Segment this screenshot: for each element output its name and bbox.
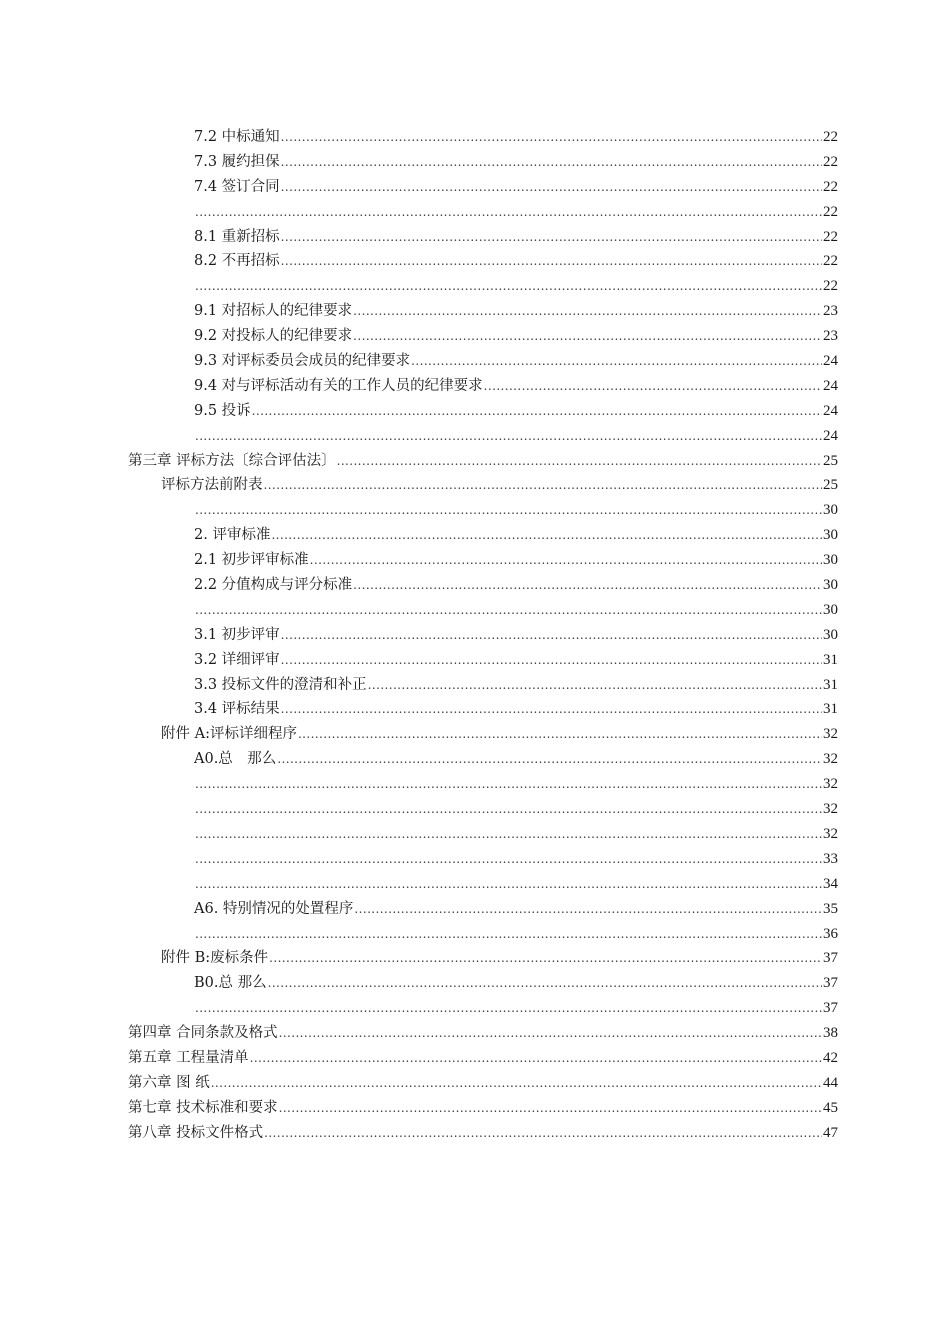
toc-dot-leader xyxy=(411,349,822,374)
toc-page-number: 34 xyxy=(823,875,838,892)
toc-dot-leader xyxy=(195,200,822,225)
toc-entry-line xyxy=(161,473,838,498)
toc-dot-leader xyxy=(252,399,822,424)
toc-entry[interactable] xyxy=(0,523,950,548)
toc-dot-leader xyxy=(250,1046,822,1071)
toc-entry-line xyxy=(194,573,838,598)
toc-entry-line xyxy=(194,772,838,797)
toc-page-number: 36 xyxy=(823,925,838,942)
toc-entry-line xyxy=(128,1071,838,1096)
toc-entry-line xyxy=(194,922,838,947)
toc-entry[interactable] xyxy=(0,872,950,897)
toc-entry-title: 3.1 初步评审 xyxy=(194,626,280,643)
toc-entry-title: 2.2 分值构成与评分标准 xyxy=(194,577,353,594)
toc-entry[interactable] xyxy=(0,1071,950,1096)
toc-entry-line xyxy=(194,349,838,374)
toc-dot-leader xyxy=(195,822,822,847)
toc-entry-title: 3.2 详细评审 xyxy=(194,651,280,668)
toc-dot-leader xyxy=(195,797,822,822)
toc-entry-line xyxy=(194,249,838,274)
toc-entry-title: 第三章 评标方法〔综合评估法〕 xyxy=(128,452,336,469)
toc-dot-leader xyxy=(195,872,822,897)
toc-dot-leader xyxy=(354,897,822,922)
toc-entry[interactable] xyxy=(0,399,950,424)
toc-page-number: 31 xyxy=(823,676,838,693)
toc-dot-leader xyxy=(281,623,822,648)
toc-entry-title: 第五章 工程量清单 xyxy=(128,1049,249,1066)
toc-dot-leader xyxy=(353,299,822,324)
toc-dot-leader xyxy=(279,1021,822,1046)
toc-dot-leader xyxy=(484,374,822,399)
toc-page-number: 22 xyxy=(823,153,838,170)
toc-entry-line xyxy=(194,598,838,623)
toc-entry[interactable] xyxy=(0,598,950,623)
toc-page-number: 31 xyxy=(823,651,838,668)
toc-entry[interactable] xyxy=(0,200,950,225)
toc-entry-line xyxy=(128,1021,838,1046)
toc-entry-line xyxy=(128,449,838,474)
toc-page-number: 31 xyxy=(823,701,838,718)
toc-entry-line xyxy=(194,847,838,872)
toc-page-number: 30 xyxy=(823,601,838,618)
toc-entry[interactable] xyxy=(0,125,950,150)
toc-entry-line xyxy=(194,175,838,200)
toc-dot-leader xyxy=(195,922,822,947)
toc-page-number: 35 xyxy=(823,900,838,917)
toc-dot-leader xyxy=(195,847,822,872)
toc-page-number: 30 xyxy=(823,577,838,594)
toc-dot-leader xyxy=(281,225,822,250)
toc-dot-leader xyxy=(281,125,822,150)
toc-entry-line xyxy=(194,897,838,922)
toc-dot-leader xyxy=(368,673,822,698)
toc-entry-title: 评标方法前附表 xyxy=(161,477,263,494)
toc-dot-leader xyxy=(279,1096,822,1121)
toc-entry-line xyxy=(194,797,838,822)
toc-dot-leader xyxy=(281,175,822,200)
toc-entry[interactable] xyxy=(0,324,950,349)
toc-entry-line xyxy=(194,648,838,673)
toc-entry[interactable] xyxy=(0,772,950,797)
toc-entry-title: 3.4 评标结果 xyxy=(194,701,280,718)
toc-page-number: 32 xyxy=(823,801,838,818)
toc-entry-line xyxy=(128,1096,838,1121)
toc-page-number: 37 xyxy=(823,950,838,967)
toc-page-number: 37 xyxy=(823,975,838,992)
toc-dot-leader xyxy=(211,1071,822,1096)
toc-page-number: 24 xyxy=(823,427,838,444)
toc-page-number: 22 xyxy=(823,228,838,245)
toc-page-number: 42 xyxy=(823,1049,838,1066)
toc-entry[interactable] xyxy=(0,374,950,399)
toc-entry[interactable] xyxy=(0,1046,950,1071)
toc-entry[interactable] xyxy=(0,175,950,200)
toc-entry-line xyxy=(194,274,838,299)
toc-page-number: 22 xyxy=(823,278,838,295)
toc-entry-title: B0.总 那么 xyxy=(194,975,267,992)
toc-entry[interactable] xyxy=(0,996,950,1021)
toc-page-number: 30 xyxy=(823,626,838,643)
toc-entry[interactable] xyxy=(0,548,950,573)
toc-page-number: 24 xyxy=(823,377,838,394)
toc-entry[interactable] xyxy=(0,623,950,648)
toc-entry-line xyxy=(194,424,838,449)
toc-entry[interactable] xyxy=(0,150,950,175)
toc-page-number: 37 xyxy=(823,1000,838,1017)
toc-entry[interactable] xyxy=(0,1096,950,1121)
toc-dot-leader xyxy=(281,697,822,722)
toc-entry[interactable] xyxy=(0,573,950,598)
toc-page-number: 22 xyxy=(823,253,838,270)
toc-page-number: 32 xyxy=(823,726,838,743)
toc-entry-line xyxy=(194,200,838,225)
toc-entry-title: 第七章 技术标准和要求 xyxy=(128,1099,278,1116)
toc-entry-title: 9.5 投诉 xyxy=(194,402,251,419)
toc-entry-line xyxy=(194,374,838,399)
toc-entry-title: 2.1 初步评审标准 xyxy=(194,552,309,569)
toc-dot-leader xyxy=(264,473,823,498)
toc-entry[interactable] xyxy=(0,673,950,698)
toc-page-number: 33 xyxy=(823,850,838,867)
toc-entry-title: 2. 评审标准 xyxy=(194,527,271,544)
toc-page-number: 24 xyxy=(823,402,838,419)
toc-entry[interactable] xyxy=(0,449,950,474)
toc-entry[interactable] xyxy=(0,225,950,250)
toc-entry[interactable] xyxy=(0,1021,950,1046)
toc-page-number: 45 xyxy=(823,1099,838,1116)
toc-dot-leader xyxy=(353,324,822,349)
toc-page-number: 25 xyxy=(823,452,838,469)
toc-entry-title: 7.4 签订合同 xyxy=(194,178,280,195)
toc-page-number: 22 xyxy=(823,178,838,195)
toc-dot-leader xyxy=(337,449,822,474)
toc-entry-title: 3.3 投标文件的澄清和补正 xyxy=(194,676,367,693)
toc-entry[interactable] xyxy=(0,847,950,872)
toc-entry[interactable] xyxy=(0,897,950,922)
toc-page-number: 32 xyxy=(823,776,838,793)
toc-entry-line xyxy=(194,623,838,648)
toc-entry-line xyxy=(194,150,838,175)
toc-page-number: 30 xyxy=(823,502,838,519)
toc-entry-line xyxy=(161,722,838,747)
toc-entry-title: 9.3 对评标委员会成员的纪律要求 xyxy=(194,353,411,370)
toc-dot-leader xyxy=(195,598,822,623)
toc-dot-leader xyxy=(268,971,822,996)
toc-page-number: 23 xyxy=(823,328,838,345)
toc-dot-leader xyxy=(281,648,822,673)
toc-dot-leader xyxy=(264,1121,822,1146)
toc-page-number: 25 xyxy=(823,477,838,494)
toc-dot-leader xyxy=(195,424,822,449)
toc-page-number: 32 xyxy=(823,751,838,768)
toc-entry[interactable] xyxy=(0,349,950,374)
toc-entry[interactable] xyxy=(0,648,950,673)
toc-entry-title: 9.1 对招标人的纪律要求 xyxy=(194,303,353,320)
toc-entry-line xyxy=(194,747,838,772)
toc-page-number: 22 xyxy=(823,129,838,145)
toc-entry-title: 第六章 图 纸 xyxy=(128,1074,210,1091)
toc-dot-leader xyxy=(195,772,822,797)
toc-entry-title: 8.1 重新招标 xyxy=(194,228,280,245)
toc-entry-line xyxy=(194,697,838,722)
toc-page-number: 23 xyxy=(823,303,838,320)
toc-entry[interactable] xyxy=(0,473,950,498)
toc-entry[interactable] xyxy=(0,697,950,722)
toc-entry-line xyxy=(194,971,838,996)
toc-entry[interactable] xyxy=(0,722,950,747)
toc-entry-title: A0.总 那么 xyxy=(194,751,277,768)
toc-entry-title: 7.2 中标通知 xyxy=(194,129,280,145)
toc-entry[interactable] xyxy=(0,946,950,971)
toc-page-number: 30 xyxy=(823,527,838,544)
toc-dot-leader xyxy=(298,722,822,747)
toc-page-number: 32 xyxy=(823,825,838,842)
toc-entry-title: 第四章 合同条款及格式 xyxy=(128,1025,278,1042)
toc-entry[interactable] xyxy=(0,498,950,523)
toc-entry-line xyxy=(194,872,838,897)
toc-dot-leader xyxy=(281,249,822,274)
toc-entry-title: 9.2 对投标人的纪律要求 xyxy=(194,328,353,345)
toc-entry-line xyxy=(194,498,838,523)
toc-entry[interactable] xyxy=(0,299,950,324)
toc-page-number: 44 xyxy=(823,1074,838,1091)
toc-entry-title: 8.2 不再招标 xyxy=(194,253,280,270)
toc-entry-title: 附件 B:废标条件 xyxy=(161,950,269,967)
toc-entry-title: A6. 特别情况的处置程序 xyxy=(194,900,354,917)
toc-entry-title: 附件 A:评标详细程序 xyxy=(161,726,297,743)
toc-page-number: 30 xyxy=(823,552,838,569)
toc-entry-line xyxy=(194,324,838,349)
toc-entry[interactable] xyxy=(0,424,950,449)
toc-dot-leader xyxy=(195,996,822,1021)
toc-entry-line xyxy=(194,399,838,424)
toc-entry[interactable] xyxy=(0,274,950,299)
toc-dot-leader xyxy=(195,498,822,523)
toc-entry-line xyxy=(194,299,838,324)
toc-page-number: 24 xyxy=(823,353,838,370)
toc-dot-leader xyxy=(281,150,822,175)
toc-entry-line xyxy=(194,996,838,1021)
toc-entry[interactable] xyxy=(0,971,950,996)
toc-entry-line xyxy=(194,225,838,250)
toc-entry-line xyxy=(194,822,838,847)
toc-entry-line xyxy=(161,946,838,971)
toc-page-number: 47 xyxy=(823,1124,838,1141)
toc-entry-title: 第八章 投标文件格式 xyxy=(128,1124,264,1141)
toc-dot-leader xyxy=(310,548,822,573)
toc-entry-title: 7.3 履约担保 xyxy=(194,153,280,170)
toc-entry-line xyxy=(194,548,838,573)
toc-dot-leader xyxy=(277,747,822,772)
toc-entry[interactable] xyxy=(0,922,950,947)
toc-entry-title: 9.4 对与评标活动有关的工作人员的纪律要求 xyxy=(194,377,483,394)
toc-dot-leader xyxy=(271,523,822,548)
toc-entry[interactable] xyxy=(0,747,950,772)
toc-entry-line xyxy=(194,673,838,698)
toc-entry[interactable] xyxy=(0,1121,950,1146)
toc-entry[interactable] xyxy=(0,797,950,822)
toc-entry-line xyxy=(128,1046,838,1071)
toc-entry-line xyxy=(194,523,838,548)
toc-dot-leader xyxy=(269,946,822,971)
toc-entry-line xyxy=(194,125,838,150)
toc-entry[interactable] xyxy=(0,822,950,847)
toc-entry-line xyxy=(128,1121,838,1146)
toc-page-number: 22 xyxy=(823,203,838,220)
table-of-contents xyxy=(0,125,950,1146)
toc-page-number: 38 xyxy=(823,1025,838,1042)
toc-entry[interactable] xyxy=(0,249,950,274)
toc-dot-leader xyxy=(353,573,822,598)
toc-dot-leader xyxy=(195,274,822,299)
